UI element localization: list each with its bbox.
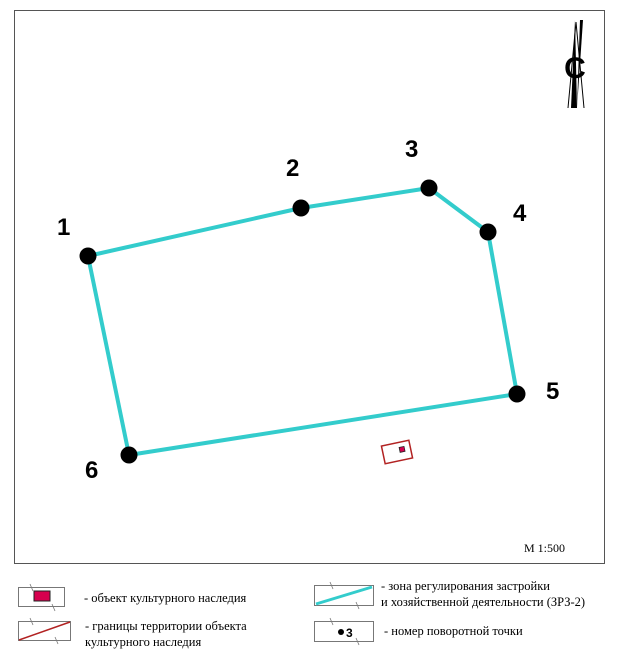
point-6-label: 6 xyxy=(85,457,99,484)
legend-heritage-territory-label-line1: - границы территории объекта xyxy=(85,619,247,633)
legend-point-number-symbol xyxy=(315,618,374,645)
point-2-label: 2 xyxy=(286,155,300,182)
heritage-object-marker xyxy=(399,446,405,452)
point-5-label: 5 xyxy=(546,378,560,405)
map-scale: М 1:500 xyxy=(524,541,566,555)
legend-heritage-territory-label-line2: культурного наследия xyxy=(85,635,202,649)
north-arrow-icon xyxy=(564,20,586,108)
legend-heritage-territory-symbol xyxy=(19,618,71,644)
point-4-marker xyxy=(480,224,497,241)
legend-zone-symbol xyxy=(315,582,374,609)
point-5-marker xyxy=(509,386,526,403)
point-1-label: 1 xyxy=(57,214,71,241)
map-frame xyxy=(15,11,605,564)
heritage-object-on-map xyxy=(381,440,412,463)
legend-heritage-object-symbol xyxy=(19,584,65,611)
zone-boundary xyxy=(88,188,517,455)
legend-zone-label-line1: - зона регулирования застройки xyxy=(381,579,550,593)
legend-heritage-object-label: - объект культурного наследия xyxy=(84,591,247,605)
point-4-label: 4 xyxy=(513,200,527,227)
point-3-marker xyxy=(421,180,438,197)
point-6-marker xyxy=(121,447,138,464)
north-label: С xyxy=(564,52,586,85)
point-1-marker xyxy=(80,248,97,265)
legend-zone-label-line2: и хозяйственной деятельности (ЗРЗ-2) xyxy=(381,595,586,609)
point-2-marker xyxy=(293,200,310,217)
legend-point-number-sample: 3 xyxy=(346,626,353,640)
heritage-territory-outline xyxy=(381,440,412,463)
point-labels xyxy=(57,136,559,484)
legend-point-number-label: - номер поворотной точки xyxy=(384,624,523,638)
turning-points xyxy=(80,180,526,464)
point-3-label: 3 xyxy=(405,136,419,163)
